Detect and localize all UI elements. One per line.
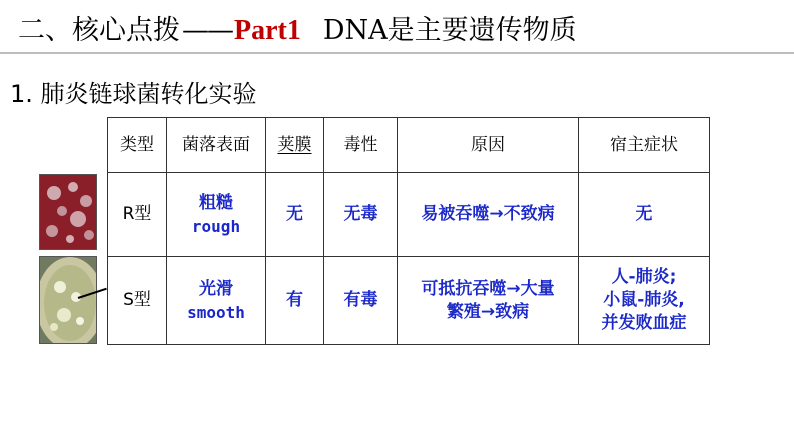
s-symptom-line-3: 并发败血症 [601,313,687,333]
r-surface-zh: 粗糙 [199,192,233,213]
table-row-r [108,173,710,257]
r-capsule-cell: 无 [266,173,324,257]
header-type: 类型 [108,118,167,173]
table-row-s [108,257,710,345]
s-surface-en: smooth [187,302,245,322]
title-topic: DNA是主要遗传物质 [322,15,577,46]
r-symptom-cell [579,173,710,257]
header-surface: 菌落表面 [167,118,266,173]
s-capsule-cell: 有 [266,257,324,345]
s-surface-zh: 光滑 [199,278,233,299]
header-reason: 原因 [398,118,579,173]
s-reason-line-2: 繁殖→致病 [446,301,530,322]
s-reason-cell [398,257,579,345]
r-reason-cell [398,173,579,257]
section-title: 1. 肺炎链球菌转化实验 [10,80,257,108]
bacteria-comparison-table [107,117,710,345]
s-reason-line-1: 可抵抗吞噬→大量 [421,278,555,299]
r-reason-line: 易被吞噬→不致病 [421,204,555,224]
r-surface-cell [167,173,266,257]
title-divider [0,52,794,54]
title-prefix: 二、核心点拨 [18,15,180,46]
s-type-cell: S型 [108,257,167,345]
header-capsule [266,118,324,173]
title-part: Part1 [234,15,301,46]
r-surface-en: rough [191,216,241,236]
header-symptom: 宿主症状 [579,118,710,173]
page-title [18,8,577,52]
s-symptom-cell [579,257,710,345]
r-symptom-line: 无 [635,204,653,224]
s-surface-cell [167,257,266,345]
s-colony-photo [39,256,97,344]
s-symptom-line-2: 小鼠-肺炎, [603,290,685,310]
header-capsule-text: 荚膜 [277,134,312,155]
title-separator: —— [182,15,232,46]
header-toxicity: 毒性 [324,118,398,173]
table-header-row [108,118,710,173]
r-colony-photo [39,174,97,250]
r-toxicity-cell: 无毒 [324,173,398,257]
r-type-cell: R型 [108,173,167,257]
s-toxicity-cell: 有毒 [324,257,398,345]
s-symptom-line-1: 人-肺炎; [611,267,677,287]
